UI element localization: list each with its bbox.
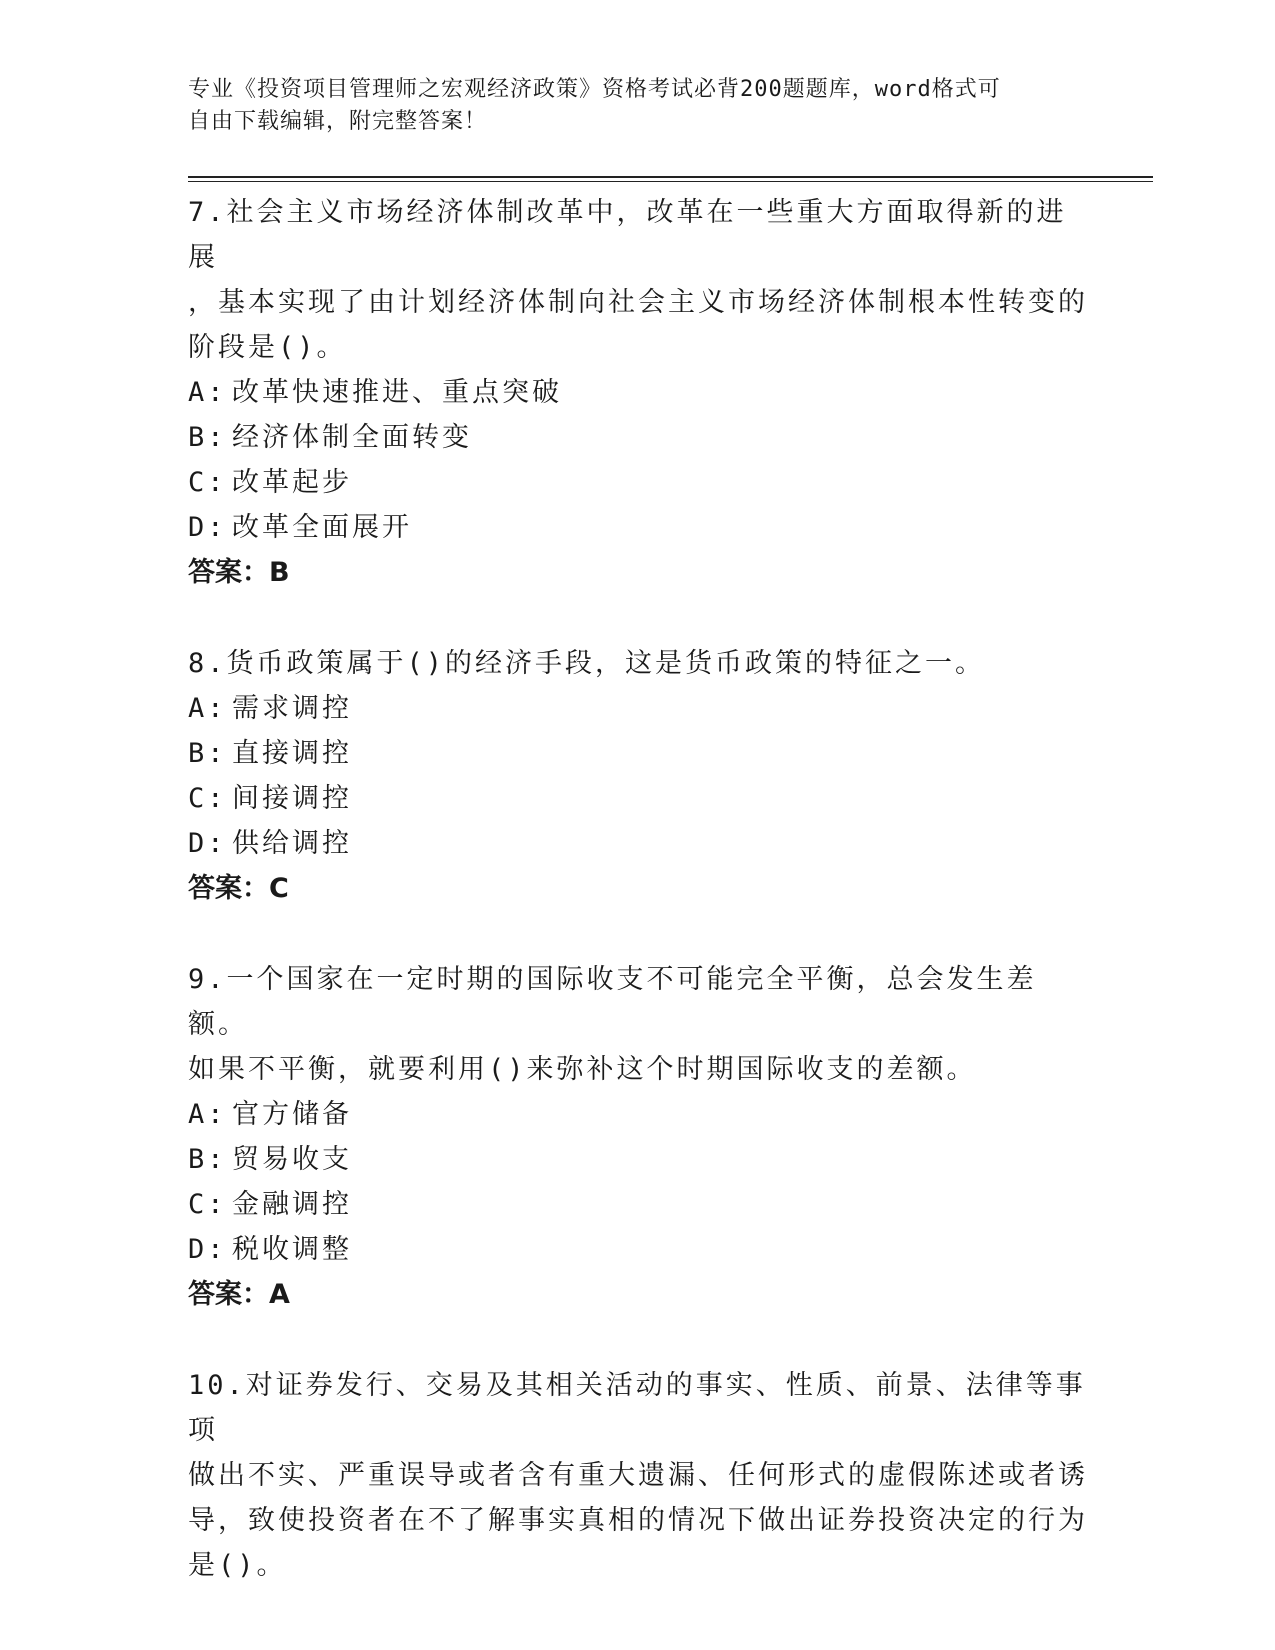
option-letter: D: <box>188 828 227 859</box>
option-list <box>188 686 1088 866</box>
option-d <box>188 821 1088 866</box>
option-d <box>188 505 1088 550</box>
option-a <box>188 370 1088 415</box>
header-divider-thin <box>188 181 1153 182</box>
option-c <box>188 460 1088 505</box>
option-text: 金融调控 <box>232 1189 352 1220</box>
option-letter: C: <box>188 1189 227 1220</box>
option-c <box>188 776 1088 821</box>
option-letter: D: <box>188 512 227 543</box>
option-letter: A: <box>188 1099 227 1130</box>
option-text: 改革起步 <box>232 467 352 498</box>
option-text: 经济体制全面转变 <box>232 422 472 453</box>
option-letter: C: <box>188 783 227 814</box>
option-text: 需求调控 <box>232 693 352 724</box>
option-b <box>188 731 1088 776</box>
option-a <box>188 1092 1088 1137</box>
question-text: 7.社会主义市场经济体制改革中，改革在一些重大方面取得新的进展 ，基本实现了由计划经济体制向社会主义市场经济体制根本性转变的 阶段是()。 <box>188 197 1088 363</box>
option-letter: A: <box>188 693 227 724</box>
option-list <box>188 1092 1088 1272</box>
option-letter: B: <box>188 422 227 453</box>
option-b <box>188 1137 1088 1182</box>
question-text: 8.货币政策属于()的经济手段，这是货币政策的特征之一。 <box>188 648 986 679</box>
option-letter: C: <box>188 467 227 498</box>
header-title-line2: 自由下载编辑，附完整答案！ <box>188 109 488 134</box>
question-10 <box>188 1363 1088 1588</box>
option-text: 税收调整 <box>232 1234 352 1265</box>
option-text: 改革全面展开 <box>232 512 412 543</box>
option-letter: B: <box>188 1144 227 1175</box>
question-text: 9.一个国家在一定时期的国际收支不可能完全平衡，总会发生差额。 如果不平衡，就要利用()来弥补这个时期国际收支的差额。 <box>188 964 1037 1085</box>
option-text: 官方储备 <box>232 1099 352 1130</box>
question-9 <box>188 957 1088 1317</box>
question-text: 10.对证券发行、交易及其相关活动的事实、性质、前景、法律等事项 做出不实、严重误导或者含有重大遗漏、任何形式的虚假陈述或者诱 导，致使投资者在不了解事实真相的情况下做出证券投资决定的行为 是()。 <box>188 1370 1088 1581</box>
option-letter: B: <box>188 738 227 769</box>
option-letter: D: <box>188 1234 227 1265</box>
document-header <box>188 74 1068 138</box>
option-text: 供给调控 <box>232 828 352 859</box>
option-a <box>188 686 1088 731</box>
answer-line: 答案：A <box>188 1279 290 1310</box>
option-b <box>188 415 1088 460</box>
header-divider-thick <box>188 176 1153 178</box>
question-7 <box>188 190 1088 595</box>
answer-line: 答案：B <box>188 557 290 588</box>
option-d <box>188 1227 1088 1272</box>
question-list <box>188 190 1088 1634</box>
option-text: 直接调控 <box>232 738 352 769</box>
option-text: 间接调控 <box>232 783 352 814</box>
answer-line: 答案：C <box>188 873 289 904</box>
option-letter: A: <box>188 377 227 408</box>
option-list <box>188 370 1088 550</box>
question-8 <box>188 641 1088 911</box>
option-text: 改革快速推进、重点突破 <box>232 377 562 408</box>
option-text: 贸易收支 <box>232 1144 352 1175</box>
option-c <box>188 1182 1088 1227</box>
header-title-line1: 专业《投资项目管理师之宏观经济政策》资格考试必背200题题库，word格式可 <box>188 77 1001 102</box>
